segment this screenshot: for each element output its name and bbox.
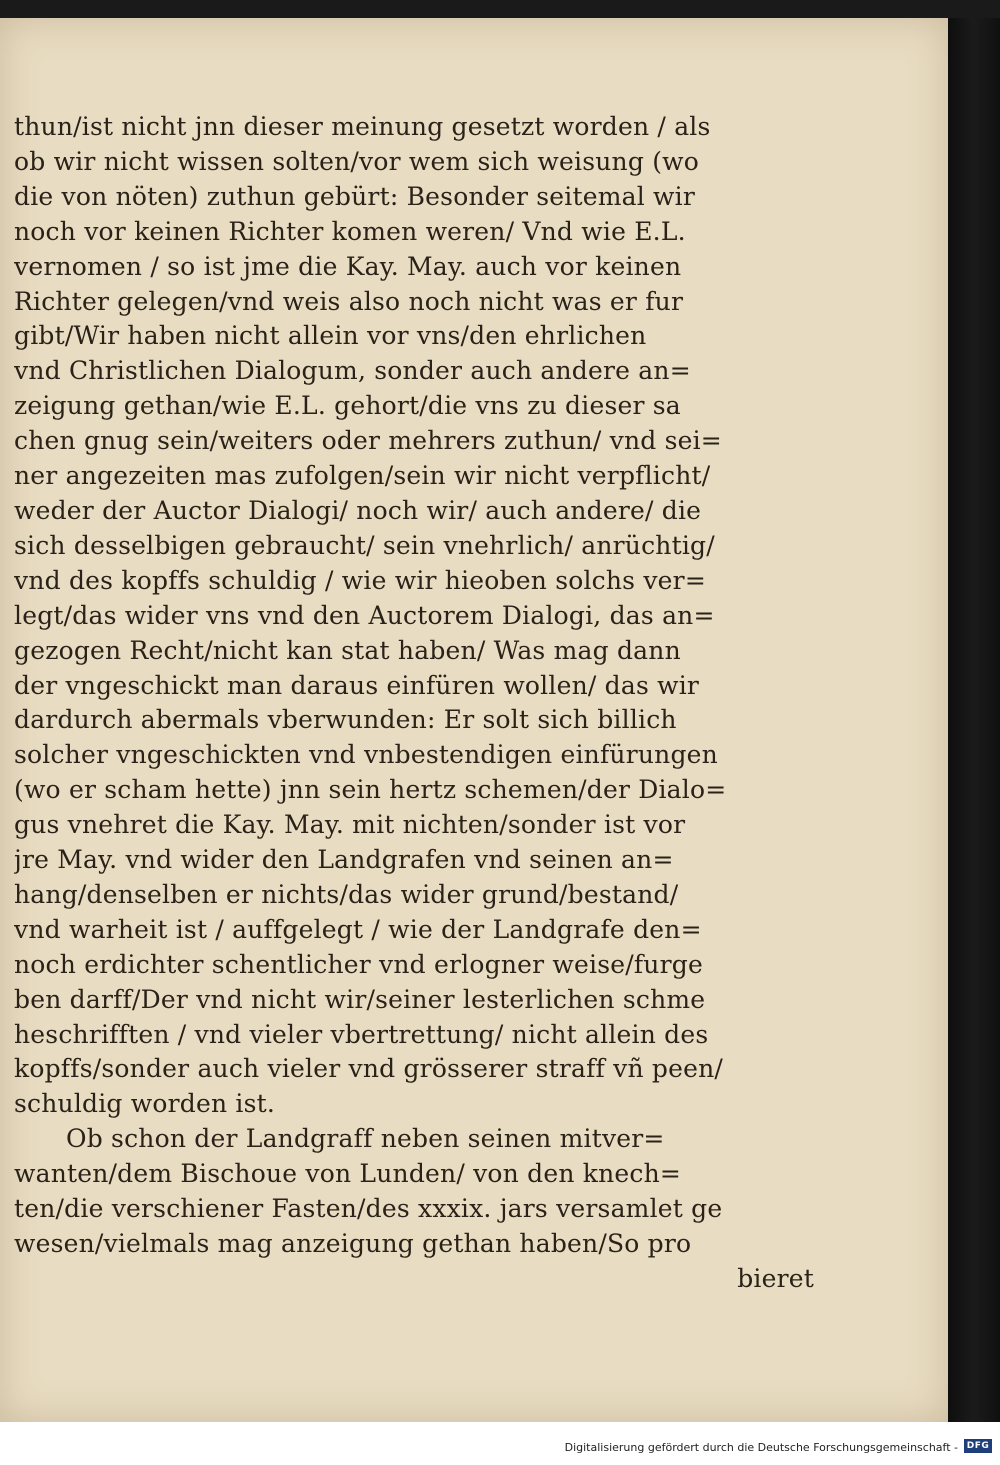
text-line: der vngeschickt man daraus einfüren wollen/ das wir <box>14 670 700 700</box>
text-line: vernomen / so ist jme die Kay. May. auch vor keinen <box>14 251 682 281</box>
page-text <box>14 110 814 1297</box>
text-line: vnd Christlichen Dialogum, sonder auch andere an= <box>14 356 691 386</box>
text-line: vnd des kopffs schuldig / wie wir hieoben solchs ver= <box>14 565 706 595</box>
text-line: gezogen Recht/nicht kan stat haben/ Was mag dann <box>14 635 681 665</box>
catchword: bieret <box>737 1263 814 1293</box>
text-line: noch vor keinen Richter komen weren/ Vnd wie E.L. <box>14 216 686 246</box>
text-line: gibt/Wir haben nicht allein vor vns/den ehrlichen <box>14 321 647 351</box>
text-line: noch erdichter schentlicher vnd erlogner weise/furge <box>14 949 703 979</box>
text-line: schuldig worden ist. <box>14 1089 276 1119</box>
text-line: wanten/dem Bischoue von Lunden/ von den knech= <box>14 1159 682 1189</box>
text-line: thun/ist nicht jnn dieser meinung gesetzt worden / als <box>14 112 711 141</box>
text-line: sich desselbigen gebraucht/ sein vnehrlich/ anrüchtig/ <box>14 530 715 560</box>
text-line: vnd warheit ist / auffgelegt / wie der Landgrafe den= <box>14 914 702 944</box>
text-line: Richter gelegen/vnd weis also noch nicht was er fur <box>14 286 684 316</box>
text-line: (wo er scham hette) jnn sein hertz schemen/der Dialo= <box>14 775 727 805</box>
paragraph-first-line: Ob schon der Landgraff neben seinen mitver= <box>66 1124 665 1154</box>
footer-bar <box>0 1422 1000 1465</box>
book-edge <box>948 18 1000 1422</box>
text-line: jre May. vnd wider den Landgrafen vnd seinen an= <box>14 845 674 875</box>
book-page <box>0 18 948 1422</box>
text-line: ner angezeiten mas zufolgen/sein wir nicht verpflicht/ <box>14 461 711 491</box>
text-line: dardurch abermals vberwunden: Er solt sich billich <box>14 705 677 735</box>
text-line: heschrifften / vnd vieler vbertrettung/ nicht allein des <box>14 1019 709 1049</box>
text-line: zeigung gethan/wie E.L. gehort/die vns zu dieser sa <box>14 391 681 421</box>
text-line: weder der Auctor Dialogi/ noch wir/ auch andere/ die <box>14 495 702 525</box>
text-line: legt/das wider vns vnd den Auctorem Dialogi, das an= <box>14 600 715 630</box>
text-line: chen gnug sein/weiters oder mehrers zuthun/ vnd sei= <box>14 426 722 456</box>
text-line: wesen/vielmals mag anzeigung gethan haben/So pro <box>14 1229 692 1258</box>
text-line: solcher vngeschickten vnd vnbestendigen einfürungen <box>14 740 718 770</box>
text-line: ben darff/Der vnd nicht wir/seiner lesterlichen schme <box>14 984 706 1014</box>
text-line: gus vnehret die Kay. May. mit nichten/sonder ist vor <box>14 810 686 840</box>
text-line: ten/die verschiener Fasten/des xxxix. jars versamlet ge <box>14 1194 723 1224</box>
text-line: hang/denselben er nichts/das wider grund/bestand/ <box>14 879 679 909</box>
text-line: kopffs/sonder auch vieler vnd grösserer straff vñ peen/ <box>14 1054 724 1084</box>
text-line: die von nöten) zuthun gebürt: Besonder seitemal wir <box>14 181 696 211</box>
dfg-logo-icon: DFG <box>964 1439 992 1453</box>
text-line: ob wir nicht wissen solten/vor wem sich weisung (wo <box>14 146 699 176</box>
funding-credit: Digitalisierung gefördert durch die Deutsche Forschungsgemeinschaft - <box>564 1441 958 1454</box>
